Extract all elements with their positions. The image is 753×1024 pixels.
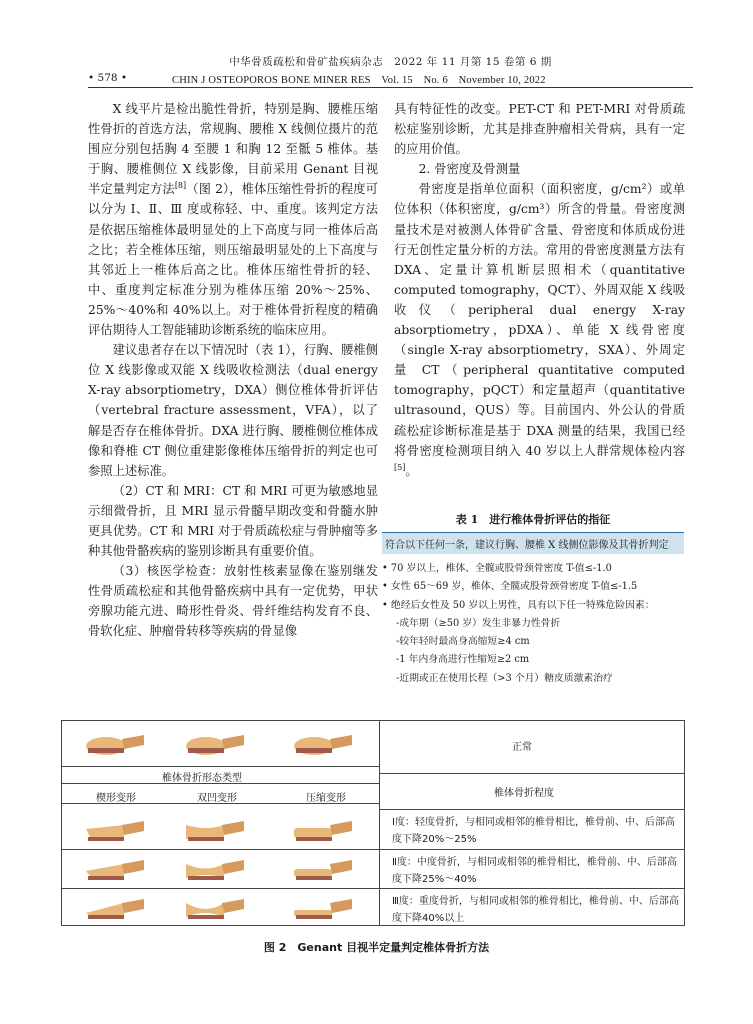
right-column bbox=[394, 99, 685, 481]
vertebra-biconcave-grade1-image bbox=[184, 817, 246, 845]
grade-2-description: Ⅱ度：中度骨折，与相同或相邻的椎骨相比，椎骨前、中、后部高度下降25%～40% bbox=[392, 857, 677, 885]
figure-rule bbox=[62, 766, 379, 767]
vertebra-normal-image bbox=[292, 731, 354, 759]
grade-1-description: Ⅰ度：轻度骨折，与相同或相邻的椎骨相比，椎骨前、中、后部高度下降20%～25% bbox=[392, 817, 675, 845]
journal-title-cn: 中华骨质疏松和骨矿盐疾病杂志 2022 年 11 月第 15 卷第 6 期 bbox=[229, 56, 552, 68]
vertebra-biconcave-grade3-image bbox=[184, 895, 246, 923]
grade-3-description: Ⅲ度：重度骨折，与相同或相邻的椎骨相比，椎骨前、中、后部高度下降40%以上 bbox=[392, 896, 679, 924]
table-1 bbox=[382, 511, 684, 688]
figure-rule bbox=[379, 773, 684, 774]
figure-divider bbox=[379, 721, 380, 925]
paragraph-text: （图 2），椎体压缩性骨折的程度可以分为 Ⅰ、Ⅱ、Ⅲ 度或称轻、中、重度。该判定方法是依据压缩椎体最明显处的上下高度与同一椎体后高之比；若全椎体压缩，则压缩最明显处的上下高度与其邻近上一椎体后高之比。椎体压缩性骨折的轻、中、重度判定标准分别为椎体压缩 20%～25%、25%～40%和 40%以上。对于椎体骨折程度的精确评估期待人工智能辅助诊断系统的临床应用。 bbox=[88, 182, 378, 338]
section-heading-bmd: 2. 骨密度及骨测量 bbox=[418, 162, 521, 177]
table-header: 符合以下任何一条，建议行胸、腰椎 X 线侧位影像及其骨折判定 bbox=[382, 533, 684, 554]
figure-rule bbox=[379, 809, 684, 810]
journal-title-en: CHIN J OSTEOPOROS BONE MINER RES Vol. 15 No. 6 November 10, 2022 bbox=[172, 75, 546, 86]
header-rule bbox=[88, 87, 693, 88]
citation: [8] bbox=[174, 181, 187, 191]
figure-rule bbox=[62, 888, 684, 889]
running-header bbox=[88, 54, 693, 94]
paragraph-text: 。 bbox=[405, 463, 418, 478]
table-row: -较年轻时最高身高缩短≥4 cm bbox=[396, 636, 530, 648]
table-title: 表 1 进行椎体骨折评估的指征 bbox=[455, 513, 611, 526]
paragraph-xray bbox=[88, 99, 378, 340]
table-row: -1 年内身高进行性缩短≥2 cm bbox=[396, 654, 530, 666]
type-crush-label: 压缩变形 bbox=[306, 793, 346, 804]
page-number: • 578 • bbox=[88, 72, 128, 84]
paragraph-text: X 线平片是检出脆性骨折，特别是胸、腰椎压缩性骨折的首选方法，常规胸、腰椎 X 线侧位摄片的范围应分别包括胸 4 至腰 1 和胸 12 至骶 5 椎体。基于胸、腰椎侧位 X 线影像，目前采用 Genant 目视半定量判定方法 bbox=[88, 102, 378, 197]
table-row: • 绝经后女性及 50 岁以上男性，具有以下任一特殊危险因素： bbox=[382, 599, 655, 611]
paragraph-bmd bbox=[394, 179, 685, 480]
degree-title: 椎体骨折程度 bbox=[494, 788, 554, 799]
figure-rule bbox=[62, 849, 684, 850]
type-biconcave-label: 双凹变形 bbox=[197, 793, 237, 804]
table-row: • 女性 65～69 岁，椎体、全髋或股骨颈骨密度 T-值≤-1.5 bbox=[382, 581, 638, 593]
types-title: 椎体骨折形态类型 bbox=[162, 773, 242, 784]
table-row: • 70 岁以上，椎体、全髋或股骨颈骨密度 T-值≤-1.0 bbox=[382, 563, 612, 574]
figure-caption: 图 2 Genant 目视半定量判定椎体骨折方法 bbox=[263, 941, 490, 954]
vertebra-wedge-grade3-image bbox=[84, 895, 146, 923]
table-row: -成年期（≥50 岁）发生非暴力性骨折 bbox=[396, 617, 561, 629]
paragraph-pet: 具有特征性的改变。PET-CT 和 PET-MRI 对骨质疏松症鉴别诊断，尤其是排查肿瘤相关骨病，具有一定的应用价值。 bbox=[394, 102, 685, 157]
paragraph-nuclear: （3）核医学检查：放射性核素显像在鉴别继发性骨质疏松症和其他骨骼疾病中具有一定优势，甲状旁腺功能亢进、畸形性骨炎、骨纤维结构发育不良、骨软化症、肿瘤骨转移等疾病的骨显像 bbox=[88, 564, 378, 639]
vertebra-crush-grade3-image bbox=[292, 895, 354, 923]
vertebra-wedge-grade1-image bbox=[84, 817, 146, 845]
paragraph-text: 骨密度是指单位面积（面积密度，g/cm²）或单位体积（体积密度，g/cm³）所含的骨量。骨密度测量技术是对被测人体骨矿含量、骨密度和体质成份进行无创性定量分析的方法。常用的骨密度测量方法有 DXA、定量计算机断层照相术（quantitative computed tomography，QCT）、外周双能 X 线吸收仪（peripheral dual energy X-ray absorptiometry，pDXA）、单能 X 线骨密度（single X-ray absorptiometry，SXA）、外周定量 CT（peripheral quantitative computed tomography，pQCT）和定量超声（quantitative ultrasound，QUS）等。目前国内、外公认的骨质疏松症诊断标准是基于 DXA 测量的结果，我国已经将骨密度检测项目纳入 40 岁以上人群常规体检内容 bbox=[394, 182, 685, 458]
vertebra-normal-image bbox=[184, 731, 246, 759]
paragraph-vfa: 建议患者存在以下情况时（表 1），行胸、腰椎侧位 X 线影像或双能 X 线吸收检测法（dual energy X-ray absorptiometry，DXA）侧位椎体骨折评估（vertebral fracture assessment，VFA），以了解是否存在椎体骨折。DXA 进行胸、腰椎侧位椎体成像和脊椎 CT 侧位重建影像椎体压缩骨折的判定也可参照上述标准。 bbox=[88, 343, 378, 478]
paragraph-ct-mri: （2）CT 和 MRI：CT 和 MRI 可更为敏感地显示细微骨折，且 MRI 显示骨髓早期改变和骨髓水肿更具优势。CT 和 MRI 对于骨质疏松症与骨肿瘤等多种其他骨骼疾病的鉴别诊断具有重要价值。 bbox=[88, 483, 378, 559]
type-wedge-label: 楔形变形 bbox=[96, 793, 136, 804]
vertebra-wedge-grade2-image bbox=[84, 856, 146, 884]
left-column bbox=[88, 99, 378, 642]
citation: [5] bbox=[394, 462, 406, 472]
table-row: -近期或正在使用长程（>3 个月）糖皮质激素治疗 bbox=[396, 672, 613, 684]
table-body bbox=[382, 554, 684, 688]
vertebra-crush-grade2-image bbox=[292, 856, 354, 884]
vertebra-crush-grade1-image bbox=[292, 817, 354, 845]
vertebra-biconcave-grade2-image bbox=[184, 856, 246, 884]
normal-label: 正常 bbox=[512, 742, 532, 753]
figure-2 bbox=[61, 720, 685, 926]
vertebra-normal-image bbox=[84, 731, 146, 759]
